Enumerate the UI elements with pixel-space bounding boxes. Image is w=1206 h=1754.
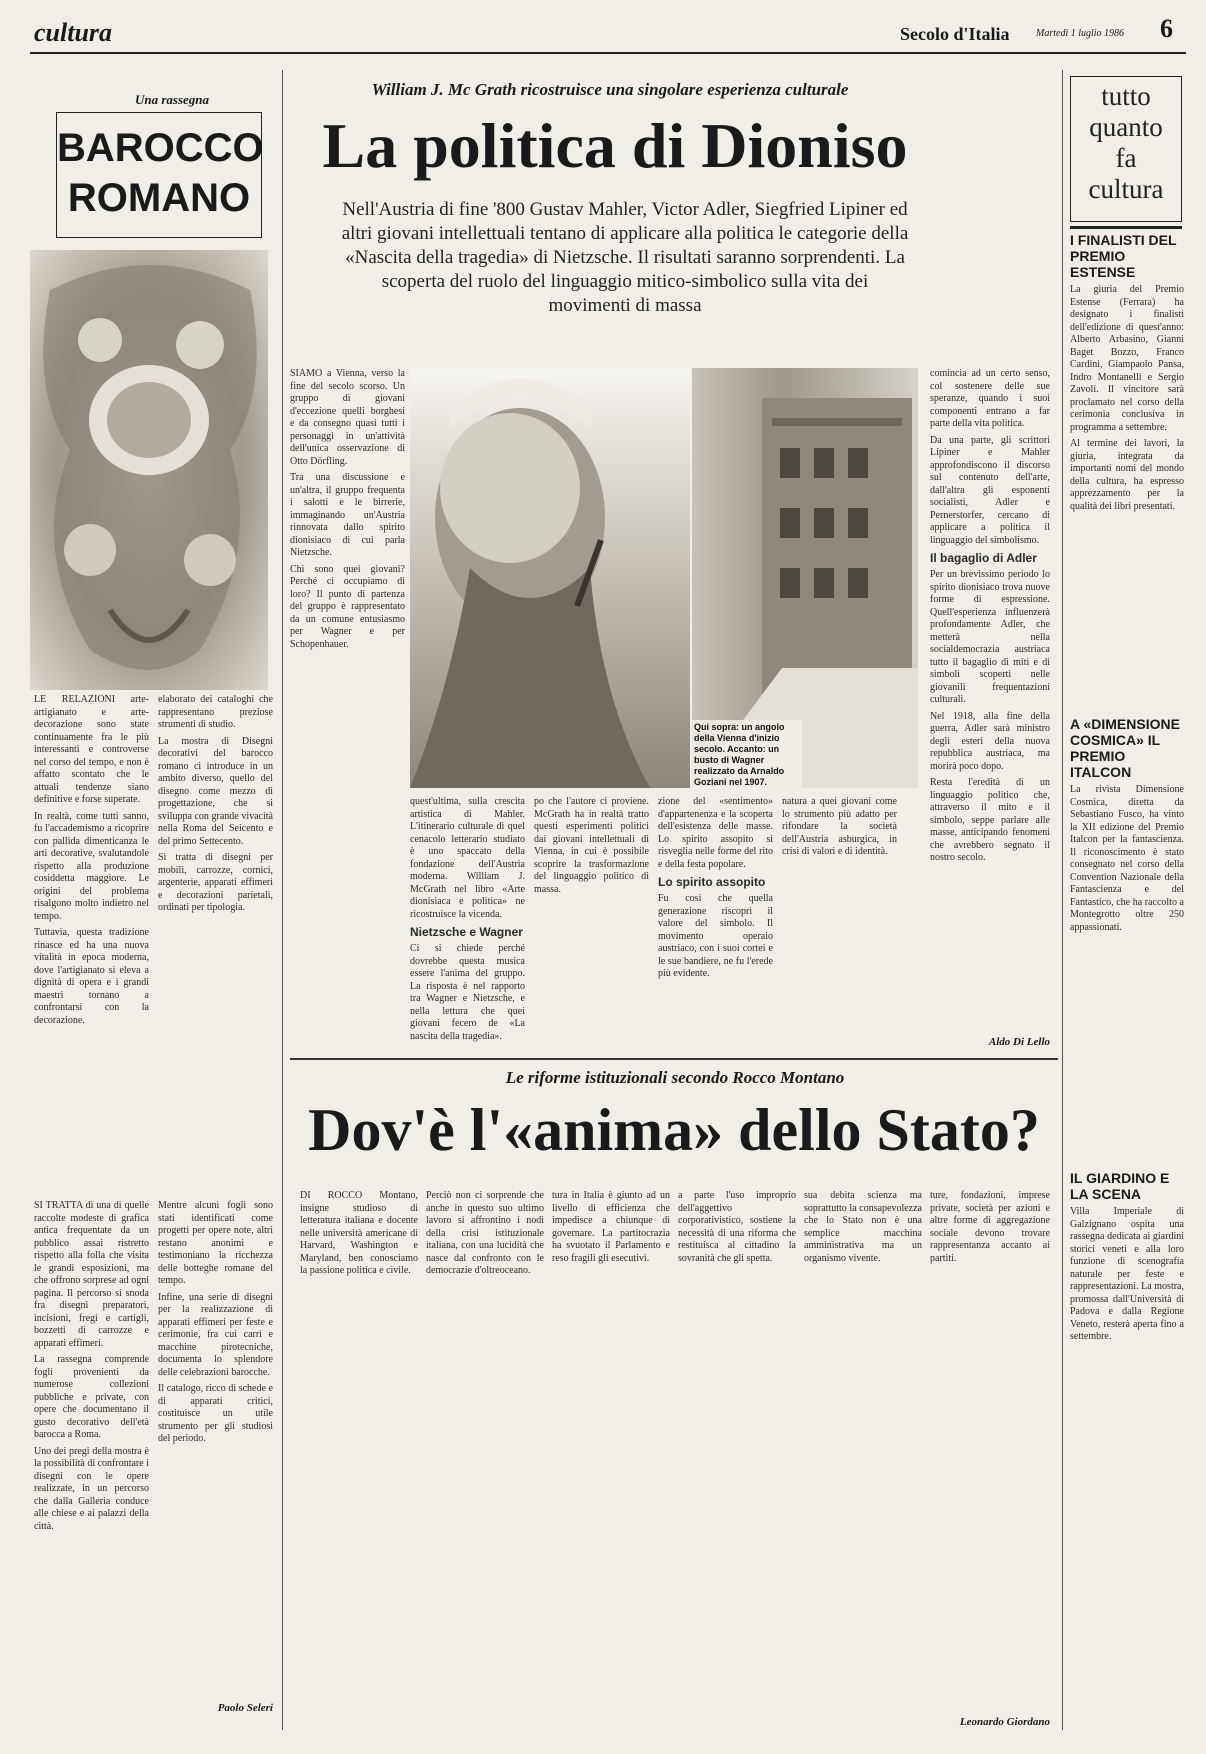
stato-col1-text: DI ROCCO Montano, insigne studioso di letteratura italiana e docente nelle università americane di Harvard, Washington e Maryland, ben conosciamo la passione politica e civile. (300, 1190, 418, 1276)
stato-col4 (678, 1190, 796, 1730)
sidebar-title-line4: cultura (1088, 174, 1164, 204)
barocco-col1b-p3: Uno dei pregi della mostra è la possibilità di confrontare i disegni con le opere realizzate, in un percorso che dalla Galleria conduce alle chiese e ai palazzi della città. (34, 1445, 149, 1532)
column-rule-right (1062, 70, 1063, 1730)
estense-heading: I FINALISTI DEL PREMIO ESTENSE (1070, 232, 1177, 280)
dioniso-right-p4: Nel 1918, alla fine della guerra, Adler sarà ministro degli esteri della nuova repubblica austriaca, ma morirà poco dopo. (930, 710, 1050, 772)
dioniso-right-col (930, 368, 1050, 868)
barocco-col2 (158, 694, 273, 1074)
barocco-col1b-p1: SI TRATTA di una di quelle raccolte modeste di grafica antica frequentate da un pubblico assai ristretto rispetto alla folla che visita le grandi esposizioni, ma che offrono sorprese ad ogni pagina. Il percorso si snoda fra disegni preparatori, incisioni, fregi e cartigli, bozzetti di carrozze e apparati effimeri. (34, 1200, 149, 1349)
giardino-heading: IL GIARDINO E LA SCENA (1070, 1170, 1170, 1202)
stato-col2 (426, 1190, 544, 1730)
barocco-col2-p3: Si tratta di disegni per mobili, carrozze, cornici, argenterie, apparati effimeri e decorazioni parietali, ordinati per tipologia. (158, 852, 273, 913)
barocco-col2-cont (158, 1200, 273, 1700)
page-number: 6 (1160, 14, 1173, 43)
header-rule (30, 52, 1186, 54)
giardino-text: Villa Imperiale di Galzignano ospita una rassegna dedicata ai giardini storici veneti e alla loro funzione di scenografia naturale per feste e rappresentazioni. La mostra, promossa dall'Università di Padova e dalla Regione Veneto, resterà aperta fino a settembre. (1070, 1206, 1184, 1342)
stato-col6 (930, 1190, 1050, 1710)
barocco-col1b-p2: La rassegna comprende fogli provenienti da numerose collezioni pubbliche e private, con opere che documentano il gusto decorativo dell'età barocca a Roma. (34, 1354, 149, 1440)
barocco-col2-p2: La mostra di Disegni decorativi del barocco romano ci introduce in un ambito diverso, quello del disegno come mezzo di progettazione, che si sviluppa con grande vivacità nella Roma del Seicento e del primo Settecento. (158, 735, 273, 847)
stato-kicker: Le riforme istituzionali secondo Rocco Montano (505, 1068, 845, 1087)
dioniso-kicker: William J. Mc Grath ricostruisce una singolare esperienza culturale (371, 80, 849, 99)
column-rule-left (282, 70, 283, 1730)
barocco-col1-p2: In realtà, come tutti sanno, fu l'accademismo a ricoprire con pallida dimenticanza le arti decorative, svalutandole rispetto alla produzione cosiddetta maggiore. Le origini del problema risalgono molto indietro nel tempo. (34, 810, 149, 922)
dioniso-byline: Aldo Di Lello (988, 1036, 1050, 1048)
dioniso-bottom-p1: quest'ultima, sulla crescita artistica di Mahler. L'itinerario culturale di quel cenacolo letterario studiato è uno spaccato della fondazione dell'Austria moderna. William J. McGrath nel libro «Arte dionisiaca e politica» ne ricostruisce la vicenda. (410, 796, 525, 920)
dioniso-bottom-col4 (782, 796, 897, 1046)
dioniso-nietzsche-text: Ci si chiede perché dovrebbe questa musica essere l'anima del gruppo. La risposta è nel rapporto tra Wagner e Nietzsche, e nella lettura che quei giovani fecero de «La nascita della tragedia». (410, 943, 525, 1042)
barocco-col1 (34, 694, 149, 1074)
barocco-col1-cont (34, 1200, 149, 1720)
dioniso-intro-p1: SIAMO a Vienna, verso la fine del secolo scorso. Un gruppo di giovani d'eccezione quelli borghesi e da consegno quasi tutti i personaggi in un'attività dell'unica osservazione di Otto Dörfling. (290, 368, 405, 467)
barocco-col2b-p1: Mentre alcuni fogli sono stati identificati come progetti per opere note, altri restano anonimi e testimoniano la ricchezza delle botteghe romane del tempo. (158, 1200, 273, 1286)
stato-col2-text: Perciò non ci sorprende che anche in questo suo ultimo lavoro si affrontino i nodi della crisi istituzionale italiana, con una lucidità che nasce dal confronto con le democrazie d'oltreoceano. (426, 1190, 544, 1276)
sidebar-title-line1: tutto (1101, 81, 1151, 111)
dioniso-right-p2: Da una parte, gli scrittori Lipiner e Mahler approfondiscono il discorso sul contenuto dell'arte, dall'altra gli esponenti socialisti, Adler e Pernerstorfer, cercano di applicare a politica il linguaggio del simbolismo. (930, 434, 1050, 546)
dioniso-bottom-col2 (534, 796, 649, 1046)
dioniso-subhead-nietzsche: Nietzsche e Wagner (410, 925, 523, 939)
dioniso-bottom-col3 (658, 796, 773, 1046)
barocco-title-line2: ROMANO (67, 176, 251, 220)
estense-text2: Al termine dei lavori, la giuria, integrata da importanti nomi del mondo della cultura, ha espresso apprezzamento per la qualità dei libri presentati. (1070, 438, 1184, 512)
sidebar-title-box (1070, 76, 1182, 222)
dioniso-bottom-p2: po che l'autore ci proviene. McGrath ha in realtà tratto questi esperimenti politici dai giovani intellettuali di Vienna, in cui è possibile scoprire la trasformazione del linguaggio politico di massa. (534, 796, 649, 895)
barocco-title-box (56, 112, 262, 238)
sidebar-item-estense (1070, 232, 1184, 574)
newspaper-name: Secolo d'Italia (900, 24, 1010, 44)
barocco-title-line1: BAROCCO (57, 126, 264, 170)
stato-col4-text: a parte l'uso improprio dell'aggettivo corporativistico, sostiene la necessità di una riforma che restituisca al cittadino la sovranità che gli spetta. (678, 1190, 796, 1264)
dioniso-deck: Nell'Austria di fine '800 Gustav Mahler, Victor Adler, Siegfried Lipiner ed altri giovani intellettuali tentano di applicare alla politica le categorie della «Nascita della tragedia» di Nietzsche. Il risultati saranno sorprendenti. La scoperta del ruolo del linguaggio mitico-simbolico sulla vita dei movimenti di massa (341, 199, 909, 316)
stato-col5-text: sua debita scienza ma soprattutto la consapevolezza che lo Stato non è una semplice macchina amministrativa ma un organismo vivente. (804, 1190, 922, 1264)
sidebar-item-giardino (1070, 1170, 1184, 1726)
stato-col5 (804, 1190, 922, 1730)
dioniso-right-p3: Per un brevissimo periodo lo spirito dionisiaco trova nuove forme di espressione. Quell'esperienza influenzerà profondamente Adler, che metterà nella socialdemocrazia austriaca tutto il bagaglio di miti e di simboli scoperti nelle giovanili frequentazioni culturali. (930, 569, 1050, 705)
dioniso-intro-col (290, 368, 405, 783)
sidebar-title-rule (1070, 226, 1182, 229)
baroque-ornament-image (30, 250, 268, 690)
dioniso-right-p5: Resta l'eredità di un linguaggio politico che, attraverso il mito e il simbolo, seppe parlare alle masse, anticipando fenomeni che avrebbero segnato il nostro secolo. (930, 777, 1050, 863)
sidebar-item-italcon (1070, 716, 1184, 1164)
stato-col6-text: ture, fondazioni, imprese private, società per azioni e altre forme di aggregazione sociale devono trovare rappresentanza accanto ai partiti. (930, 1190, 1050, 1264)
stato-headline: Dov'è l'«anima» dello Stato? (308, 1097, 1040, 1163)
sidebar-title-line2: quanto (1089, 112, 1163, 142)
italcon-text-block (1070, 784, 1184, 1164)
stato-top-rule (290, 1058, 1058, 1060)
dioniso-bottom-col1 (410, 796, 525, 1046)
sidebar-title-line3: fa (1115, 143, 1137, 173)
estense-text-block (1070, 284, 1184, 574)
barocco-kicker: Una rassegna (134, 92, 210, 107)
dioniso-headline: La politica di Dioniso (322, 110, 908, 181)
italcon-text: La rivista Dimensione Cosmica, diretta da Sebastiano Fusco, ha vinto la XII edizione del Premio Italcon per la fantascienza. Il riconoscimento è stato consegnato nel corso della Convention Nazionale della Fantascienza e del Fantastico, che ha raccolto a Montegrotto oltre 250 appassionati. (1070, 784, 1184, 933)
barocco-col2b-p2: Infine, una serie di disegni per la realizzazione di apparati effimeri per feste e cerimonie, fra cui carri e macchine pirotecniche, documenta lo splendore delle celebrazioni barocche. (158, 1291, 273, 1378)
barocco-col2b-p3: Il catalogo, ricco di schede e di apparati critici, costituisce un utile strumento per gli studiosi del periodo. (158, 1383, 273, 1444)
stato-col3-text: tura in Italia è giunto ad un livello di efficienza che impedisce a chiunque di governare. La partitocrazia ha svuotato il Parlamento e reso fragili gli esecutivi. (552, 1190, 670, 1264)
dioniso-spirito-text: Fu così che quella generazione riscoprì il valore del simbolo. Il movimento operaio austriaco, con i suoi cortei e le sue bandiere, ne fu l'erede più evidente. (658, 893, 773, 979)
estense-text: La giuria del Premio Estense (Ferrara) ha designato i finalisti dell'edizione di quest'anno: Alberto Arbasino, Gianni Baget Bozzo, Franco Cardini, Giampaolo Pansa, Indro Montanelli e Sergio Zavoli. Il vincitore sarà proclamato nel corso della cerimonia conclusiva in programma a settembre. (1070, 284, 1184, 433)
barocco-col1-p3: Tuttavia, questa tradizione rinasce ed ha una nuova vitalità in epoca moderna, dove l'artigianato si eleva a dignità di opera e i grandi maestri tornano a confrontarsi con la decorazione. (34, 927, 149, 1026)
dioniso-intro-p3: Chi sono quei giovani? Perché ci occupiamo di loro? Il punto di partenza del gruppo è rappresentato da un comune entusiasmo per Wagner e per Schopenhauer. (290, 563, 405, 650)
dioniso-subhead-spirito: Lo spirito assopito (658, 875, 766, 889)
stato-col1 (300, 1190, 418, 1730)
barocco-col1-p1: LE RELAZIONI arte-artigianato e arte-decorazione sono state continuamente fra le più interessanti e controverse nel corso del tempo, e non è affatto scontato che le attuali tendenze siano definitive e forse superate. (34, 694, 149, 805)
dioniso-bottom-p3: zione del «sentimento» d'appartenenza e la scoperta dell'esistenza delle masse. Lo spirito assopito si risveglia nelle forme del rito e della festa popolare. (658, 796, 773, 870)
dioniso-intro-p2: Tra una discussione e un'altra, il gruppo frequenta i salotti e le birrerie, immaginando un'Austria rinnovata dallo spirito dionisiaco di cui parla Nietzsche. (290, 472, 405, 558)
stato-col3 (552, 1190, 670, 1730)
giardino-text-block (1070, 1206, 1184, 1726)
dioniso-photo-caption: Qui sopra: un angolo della Vienna d'inizio secolo. Accanto: un busto di Wagner realizzato da Arnaldo Goziani nel 1907. (692, 720, 802, 790)
dioniso-subhead-adler: Il bagaglio di Adler (930, 551, 1037, 565)
barocco-col2-p1: elaborato dei cataloghi che rappresentano preziose strumenti di studio. (158, 694, 273, 730)
section-name: cultura (34, 18, 113, 47)
barocco-byline: Paolo Seleri (217, 1702, 273, 1714)
dioniso-right-p1: comincia ad un certo senso, col sostenere delle sue speranze, quando i suoi componenti entrano a far parte della vita politica. (930, 368, 1050, 429)
dioniso-bottom-p4: natura a quei giovani come lo strumento più adatto per rifondare la società dell'Austria asburgica, in crisi di valori e di identità. (782, 796, 897, 857)
stato-byline: Leonardo Giordano (959, 1716, 1050, 1728)
italcon-heading: A «DIMENSIONE COSMICA» IL PREMIO ITALCON (1070, 716, 1180, 780)
issue-date: Martedì 1 luglio 1986 (1036, 28, 1125, 39)
wagner-bust-photo (410, 368, 690, 788)
